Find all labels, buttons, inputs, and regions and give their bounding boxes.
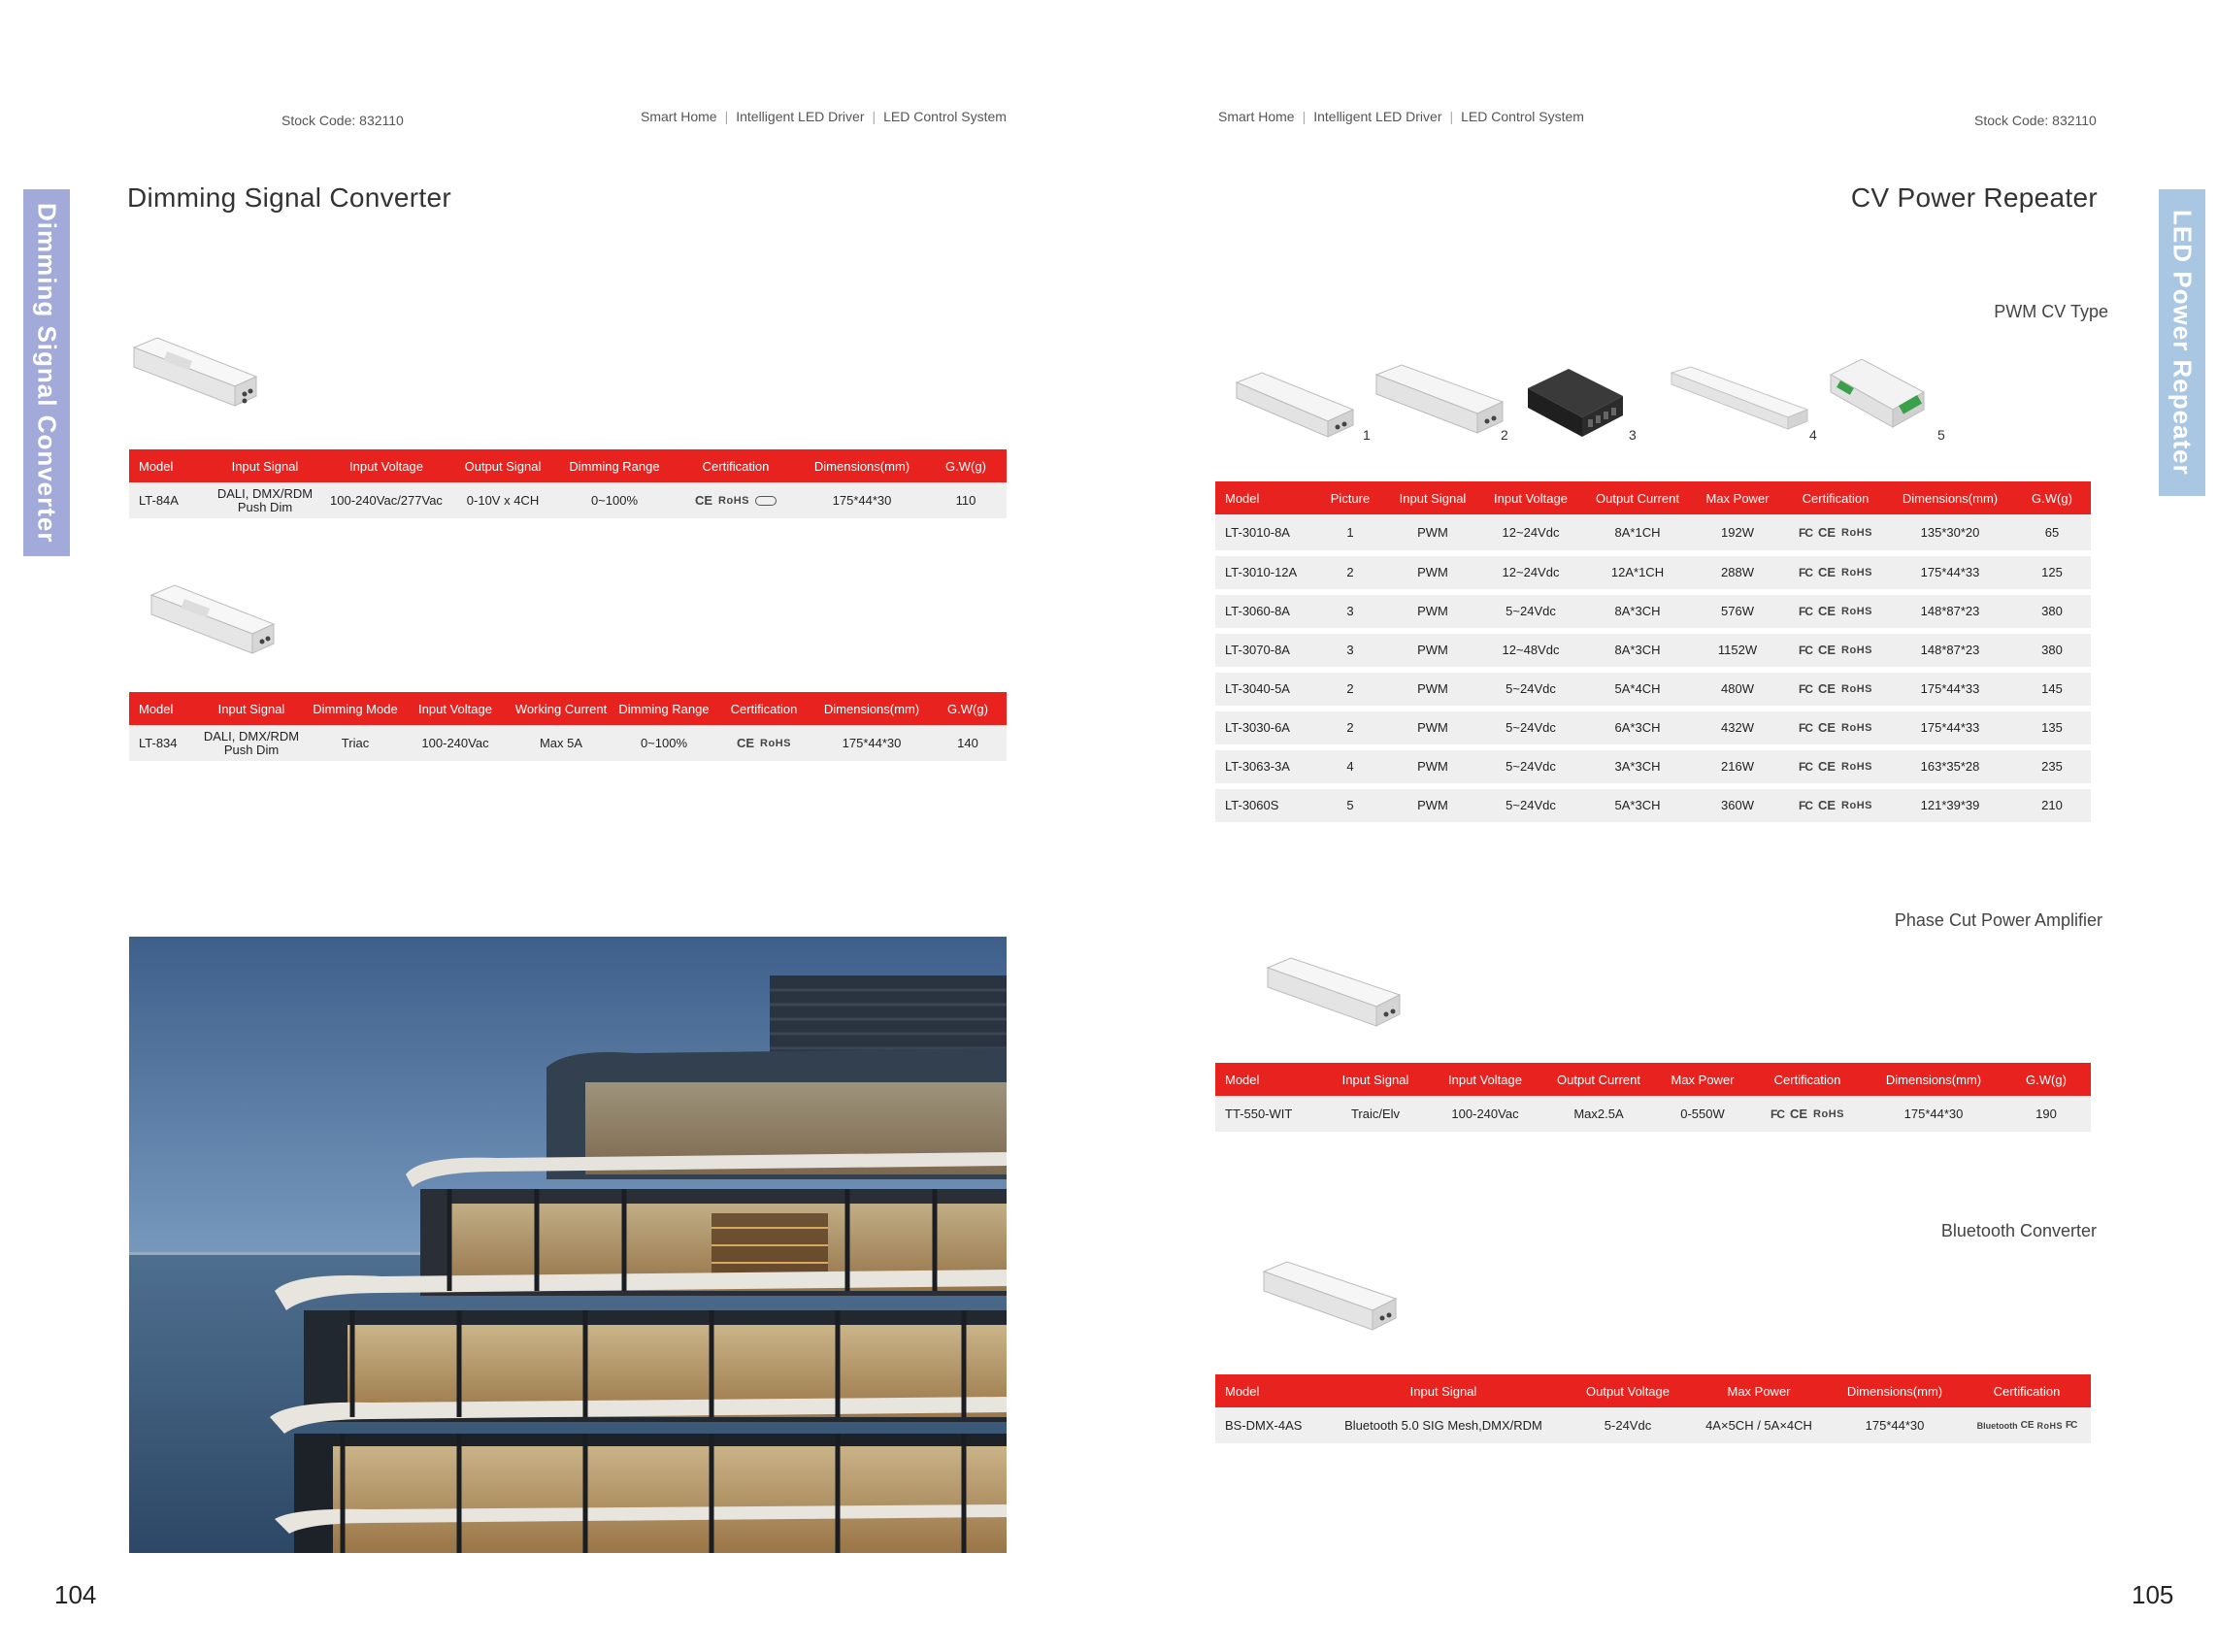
table-header-row: [129, 692, 1007, 725]
col-input-voltage: Input Voltage: [1429, 1063, 1541, 1096]
cell-certification: [1784, 747, 1887, 786]
fc-mark-icon: FC: [1770, 1107, 1784, 1121]
cell-picture: 2: [1312, 709, 1388, 747]
cell-dimensions: 121*39*39: [1887, 786, 2013, 825]
col-input-voltage: Input Voltage: [1477, 481, 1584, 514]
cell-input-signal: PWM: [1388, 631, 1477, 670]
col-model: Model: [1215, 1374, 1322, 1407]
cell-gw: 210: [2013, 786, 2091, 825]
table-row: [1215, 747, 2091, 786]
cell-certification: [673, 482, 799, 521]
col-input-voltage: Input Voltage: [403, 692, 508, 725]
table-header-row: [129, 449, 1007, 482]
rohs-mark-icon: RoHS: [1813, 1107, 1844, 1120]
cell-dimensions: 175*44*33: [1887, 553, 2013, 592]
ce-mark-icon: CE: [1817, 720, 1836, 735]
col-max-power: Max Power: [1691, 481, 1784, 514]
cell-picture: 3: [1312, 592, 1388, 631]
right-side-tab: LED Power Repeater: [2159, 189, 2205, 496]
cell-dimming-mode: Triac: [308, 725, 403, 764]
table-header-row: [1215, 1374, 2091, 1407]
cell-certification: [713, 725, 814, 764]
cell-max-power: 576W: [1691, 592, 1784, 631]
ce-mark-icon: CE: [1817, 524, 1836, 540]
cell-max-power: 0-550W: [1656, 1096, 1749, 1135]
cell-gw: 235: [2013, 747, 2091, 786]
cell-input-voltage: 5~24Vdc: [1477, 670, 1584, 709]
cell-model: LT-3060S: [1215, 786, 1312, 825]
cell-max-power: 4A×5CH / 5A×4CH: [1691, 1407, 1827, 1446]
cell-dimensions: 148*87*23: [1887, 592, 2013, 631]
col-picture: Picture: [1312, 481, 1388, 514]
ce-mark-icon: CE: [1789, 1106, 1808, 1121]
col-certification: Certification: [1749, 1063, 1866, 1096]
fc-mark-icon: FC: [2066, 1420, 2077, 1431]
cell-output-current: 6A*3CH: [1584, 709, 1691, 747]
rohs-mark-icon: RoHS: [1841, 567, 1872, 578]
right-nav-breadcrumb: Smart Home | Intelligent LED Driver | LED Control System: [1218, 109, 1584, 124]
col-input-signal: Input Signal: [207, 449, 323, 482]
ce-mark-icon: CE: [1817, 798, 1836, 812]
cell-input-voltage: 5~24Vdc: [1477, 709, 1584, 747]
cell-gw: 380: [2013, 592, 2091, 631]
product-image-bs-dmx-4as: [1258, 1250, 1404, 1338]
cell-output-signal: 0-10V x 4CH: [449, 482, 556, 521]
ce-mark-icon: CE: [1817, 681, 1836, 696]
cell-gw: 125: [2013, 553, 2091, 592]
cell-dimensions: 175*44*30: [1866, 1096, 2002, 1135]
cell-certification: [1784, 514, 1887, 553]
cell-output-current: 3A*3CH: [1584, 747, 1691, 786]
cell-model: LT-3030-6A: [1215, 709, 1312, 747]
cell-output-current: 8A*1CH: [1584, 514, 1691, 553]
col-dimensions: Dimensions(mm): [814, 692, 929, 725]
col-certification: Certification: [1784, 481, 1887, 514]
cell-output-voltage: 5-24Vdc: [1565, 1407, 1691, 1446]
cell-model: LT-3010-8A: [1215, 514, 1312, 553]
cell-working-current: Max 5A: [508, 725, 614, 764]
col-output-current: Output Current: [1541, 1063, 1656, 1096]
product-image-lt-834: [146, 568, 281, 665]
right-page-title: CV Power Repeater: [1850, 182, 2098, 213]
cell-picture: 2: [1312, 553, 1388, 592]
table-bluetooth: [1215, 1374, 2091, 1449]
col-dimming-range: Dimming Range: [614, 692, 713, 725]
picture-number-4: 4: [1809, 427, 1817, 443]
col-gw: G.W(g): [925, 449, 1007, 482]
cell-dimensions: 175*44*33: [1887, 670, 2013, 709]
table-header-row: [1215, 481, 2091, 514]
cell-input-voltage: 100-240Vac/277Vac: [323, 482, 449, 521]
product-image-2: [1373, 351, 1508, 444]
product-image-3: [1522, 359, 1629, 446]
cell-picture: 5: [1312, 786, 1388, 825]
cell-model: LT-3040-5A: [1215, 670, 1312, 709]
left-stock-code: Stock Code: 832110: [281, 113, 404, 128]
picture-number-3: 3: [1629, 427, 1637, 443]
col-input-signal: Input Signal: [1322, 1063, 1429, 1096]
col-dimensions: Dimensions(mm): [1887, 481, 2013, 514]
cell-model: BS-DMX-4AS: [1215, 1407, 1322, 1446]
cell-input-signal: Bluetooth 5.0 SIG Mesh,DMX/RDM: [1322, 1407, 1565, 1446]
cell-dimensions: 163*35*28: [1887, 747, 2013, 786]
cell-picture: 1: [1312, 514, 1388, 553]
table-header-row: [1215, 1063, 2091, 1096]
cell-max-power: 432W: [1691, 709, 1784, 747]
cell-gw: 140: [929, 725, 1007, 764]
cell-max-power: 360W: [1691, 786, 1784, 825]
table-row: [1215, 631, 2091, 670]
cell-gw: 110: [925, 482, 1007, 521]
cell-gw: 65: [2013, 514, 2091, 553]
fc-mark-icon: FC: [1798, 721, 1812, 735]
cell-input-signal: PWM: [1388, 514, 1477, 553]
cell-max-power: 216W: [1691, 747, 1784, 786]
cell-input-voltage: 5~24Vdc: [1477, 747, 1584, 786]
col-gw: G.W(g): [2013, 481, 2091, 514]
ce-mark-icon: CE: [1817, 643, 1836, 657]
cell-certification: [1784, 670, 1887, 709]
phase-cut-subtitle: Phase Cut Power Amplifier: [1894, 910, 2102, 930]
fc-mark-icon: FC: [1798, 799, 1812, 812]
cell-input-signal: DALI, DMX/RDM Push Dim: [207, 482, 323, 521]
nav-intelligent-led-driver[interactable]: Intelligent LED Driver: [1313, 109, 1442, 124]
cell-dimensions: 175*44*30: [814, 725, 929, 764]
col-input-voltage: Input Voltage: [323, 449, 449, 482]
fc-mark-icon: FC: [1798, 760, 1812, 774]
cell-max-power: 192W: [1691, 514, 1784, 553]
table-phase-cut: [1215, 1063, 2091, 1138]
cell-input-signal: PWM: [1388, 747, 1477, 786]
col-max-power: Max Power: [1691, 1374, 1827, 1407]
product-image-4: [1668, 359, 1813, 437]
cell-model: LT-3010-12A: [1215, 553, 1312, 592]
cell-output-current: Max2.5A: [1541, 1096, 1656, 1135]
cell-output-current: 12A*1CH: [1584, 553, 1691, 592]
rohs-mark-icon: RoHS: [2036, 1421, 2064, 1431]
picture-number-5: 5: [1937, 427, 1945, 443]
product-image-5: [1825, 351, 1932, 439]
cell-input-signal: DALI, DMX/RDM Push Dim: [195, 725, 308, 764]
cell-input-signal: PWM: [1388, 786, 1477, 825]
cell-certification: [1784, 786, 1887, 825]
cell-input-voltage: 100-240Vac: [1429, 1096, 1541, 1135]
fc-mark-icon: FC: [1798, 682, 1812, 696]
table-row: [1215, 592, 2091, 631]
cell-input-voltage: 12~48Vdc: [1477, 631, 1584, 670]
cell-input-signal: PWM: [1388, 553, 1477, 592]
rohs-mark-icon: RoHS: [1841, 683, 1872, 695]
col-certification: Certification: [713, 692, 814, 725]
nav-smart-home[interactable]: Smart Home: [641, 109, 717, 124]
ce-mark-icon: CE: [694, 492, 713, 508]
cell-certification: [1963, 1407, 2091, 1446]
col-input-signal: Input Signal: [1388, 481, 1477, 514]
table-lt-834: [129, 692, 1007, 767]
rohs-mark-icon: RoHS: [1841, 722, 1872, 734]
cell-picture: 4: [1312, 747, 1388, 786]
col-dimensions: Dimensions(mm): [799, 449, 925, 482]
product-image-lt-84a: [128, 320, 264, 417]
table-row: [1215, 670, 2091, 709]
cell-model: TT-550-WIT: [1215, 1096, 1322, 1135]
ce-mark-icon: CE: [1817, 565, 1836, 579]
table-row: [1215, 1407, 2091, 1446]
table-row: [1215, 553, 2091, 592]
cell-dimensions: 175*44*30: [1827, 1407, 1963, 1446]
rohs-mark-icon: RoHS: [1841, 761, 1872, 773]
bluetooth-mark-icon: Bluetooth: [1976, 1421, 2018, 1431]
cell-gw: 135: [2013, 709, 2091, 747]
cell-model: LT-3063-3A: [1215, 747, 1312, 786]
col-output-current: Output Current: [1584, 481, 1691, 514]
cell-picture: 3: [1312, 631, 1388, 670]
col-input-signal: Input Signal: [1322, 1374, 1565, 1407]
fc-mark-icon: FC: [1798, 566, 1812, 579]
building-photo: [129, 937, 1007, 1553]
cell-dimensions: 175*44*30: [799, 482, 925, 521]
left-side-tab: Dimming Signal Converter: [23, 189, 70, 556]
picture-number-1: 1: [1363, 427, 1371, 443]
cell-picture: 2: [1312, 670, 1388, 709]
cell-output-current: 8A*3CH: [1584, 631, 1691, 670]
cell-input-voltage: 12~24Vdc: [1477, 514, 1584, 553]
ce-mark-icon: CE: [1817, 604, 1836, 618]
cell-input-voltage: 12~24Vdc: [1477, 553, 1584, 592]
picture-number-2: 2: [1501, 427, 1508, 443]
col-dimming-mode: Dimming Mode: [308, 692, 403, 725]
col-dimensions: Dimensions(mm): [1827, 1374, 1963, 1407]
left-page-number: 104: [54, 1580, 97, 1609]
table-row: [129, 482, 1007, 521]
cell-certification: [1749, 1096, 1866, 1135]
cell-certification: [1784, 592, 1887, 631]
col-output-signal: Output Signal: [449, 449, 556, 482]
rohs-mark-icon: RoHS: [1841, 526, 1872, 539]
fc-mark-icon: FC: [1798, 605, 1812, 618]
col-certification: Certification: [1963, 1374, 2091, 1407]
cell-model: LT-3070-8A: [1215, 631, 1312, 670]
ce-mark-icon: CE: [736, 735, 755, 750]
table-row: [1215, 709, 2091, 747]
cell-input-voltage: 5~24Vdc: [1477, 786, 1584, 825]
col-model: Model: [1215, 481, 1312, 514]
col-model: Model: [1215, 1063, 1322, 1096]
cell-input-voltage: 100-240Vac: [403, 725, 508, 764]
cell-input-signal: PWM: [1388, 670, 1477, 709]
rohs-mark-icon: RoHS: [1841, 644, 1872, 656]
cell-max-power: 1152W: [1691, 631, 1784, 670]
cell-model: LT-3060-8A: [1215, 592, 1312, 631]
rohs-mark-icon: RoHS: [1841, 800, 1872, 811]
cell-model: LT-84A: [129, 482, 207, 521]
col-max-power: Max Power: [1656, 1063, 1749, 1096]
table-row: [1215, 786, 2091, 825]
col-dimming-range: Dimming Range: [556, 449, 673, 482]
col-model: Model: [129, 449, 207, 482]
cell-output-current: 5A*4CH: [1584, 670, 1691, 709]
cell-max-power: 288W: [1691, 553, 1784, 592]
cell-certification: [1784, 631, 1887, 670]
col-gw: G.W(g): [2002, 1063, 2091, 1096]
cell-dimensions: 135*30*20: [1887, 514, 2013, 553]
cell-dimensions: 175*44*33: [1887, 709, 2013, 747]
cell-certification: [1784, 553, 1887, 592]
right-page-number: 105: [2132, 1580, 2174, 1609]
cell-input-signal: PWM: [1388, 592, 1477, 631]
col-gw: G.W(g): [929, 692, 1007, 725]
cell-max-power: 480W: [1691, 670, 1784, 709]
table-row: [1215, 1096, 2091, 1135]
product-image-tt-550-wit: [1262, 946, 1407, 1034]
col-output-voltage: Output Voltage: [1565, 1374, 1691, 1407]
right-stock-code: Stock Code: 832110: [1974, 113, 2097, 128]
fc-mark-icon: FC: [1798, 525, 1812, 540]
table-lt-84a: [129, 449, 1007, 524]
cell-dimming-range: 0~100%: [556, 482, 673, 521]
nav-smart-home[interactable]: Smart Home: [1218, 109, 1295, 124]
dali-mark-icon: [755, 496, 777, 506]
nav-led-control-system[interactable]: LED Control System: [1461, 109, 1584, 124]
cell-gw: 190: [2002, 1096, 2091, 1135]
nav-led-control-system[interactable]: LED Control System: [883, 109, 1007, 124]
cell-input-signal: Traic/Elv: [1322, 1096, 1429, 1135]
table-row: [1215, 514, 2091, 553]
table-row: [129, 725, 1007, 764]
col-certification: Certification: [673, 449, 799, 482]
rohs-mark-icon: RoHS: [1841, 606, 1872, 617]
cell-dimensions: 148*87*23: [1887, 631, 2013, 670]
pwm-subtitle: PWM CV Type: [1994, 302, 2108, 321]
cell-input-voltage: 5~24Vdc: [1477, 592, 1584, 631]
cell-output-current: 8A*3CH: [1584, 592, 1691, 631]
cell-model: LT-834: [129, 725, 195, 764]
cell-certification: [1784, 709, 1887, 747]
table-pwm-cv: [1215, 481, 2091, 828]
left-nav-breadcrumb: Smart Home | Intelligent LED Driver | LED Control System: [641, 109, 1007, 124]
cell-output-current: 5A*3CH: [1584, 786, 1691, 825]
cell-dimming-range: 0~100%: [614, 725, 713, 764]
col-working-current: Working Current: [508, 692, 614, 725]
col-input-signal: Input Signal: [195, 692, 308, 725]
col-model: Model: [129, 692, 195, 725]
cell-input-signal: PWM: [1388, 709, 1477, 747]
bluetooth-subtitle: Bluetooth Converter: [1940, 1221, 2097, 1240]
col-dimensions: Dimensions(mm): [1866, 1063, 2002, 1096]
ce-mark-icon: CE: [2020, 1420, 2035, 1431]
left-page-title: Dimming Signal Converter: [127, 182, 451, 213]
cell-gw: 145: [2013, 670, 2091, 709]
rohs-mark-icon: RoHS: [718, 494, 749, 507]
rohs-mark-icon: RoHS: [760, 737, 791, 749]
product-image-1: [1233, 361, 1359, 448]
fc-mark-icon: FC: [1798, 644, 1812, 657]
nav-intelligent-led-driver[interactable]: Intelligent LED Driver: [736, 109, 865, 124]
cell-gw: 380: [2013, 631, 2091, 670]
ce-mark-icon: CE: [1817, 759, 1836, 774]
